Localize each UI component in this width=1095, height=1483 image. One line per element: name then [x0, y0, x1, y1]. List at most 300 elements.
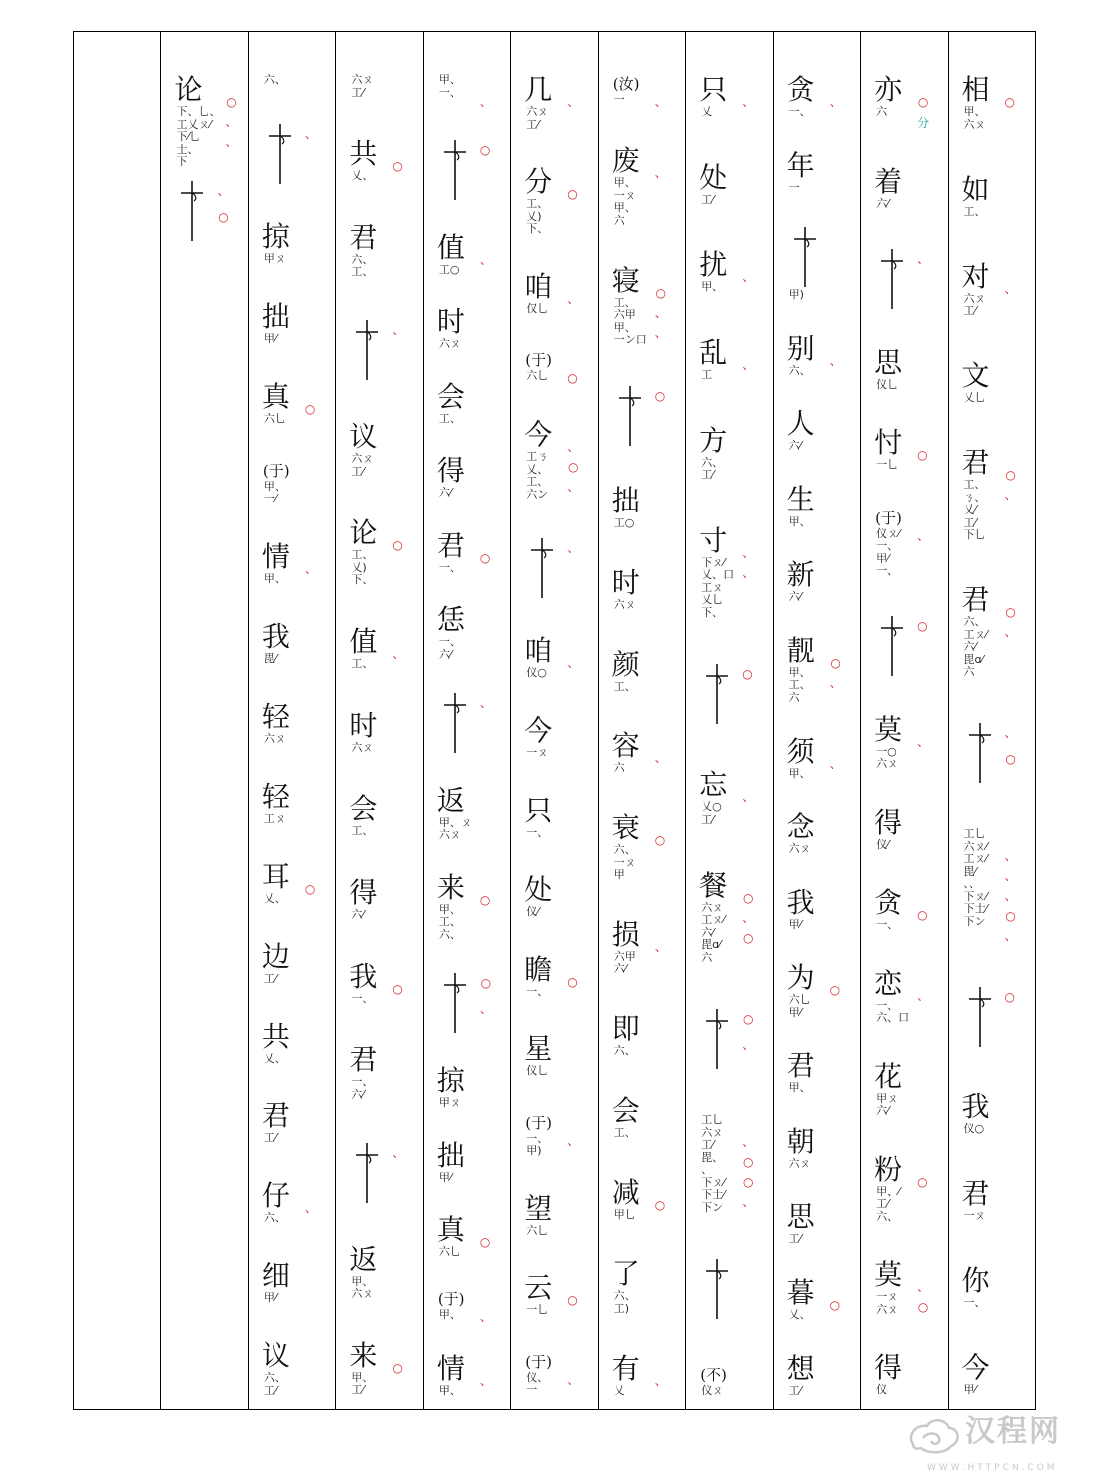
red-mark: ○ — [917, 448, 928, 463]
gongche-notation: 工⁄ — [701, 192, 715, 206]
gongche-notation: 工⁄ — [351, 1383, 365, 1397]
red-mark: ○ — [392, 981, 403, 996]
gongche-notation: 六乚 — [263, 412, 286, 425]
notation-stack — [437, 604, 475, 661]
hold-mark-icon — [262, 122, 298, 186]
gongche-notation: 一、 — [351, 1075, 374, 1089]
red-marks — [480, 232, 492, 266]
gongche-notation: ㄋ、 — [963, 490, 986, 504]
gongche-notation: 乂、 — [526, 462, 549, 476]
notation-stack — [874, 1061, 912, 1118]
gongche-notation: 六⁄ — [788, 439, 802, 453]
notation-stack — [262, 1260, 300, 1305]
gongche-notation: 一、 — [876, 564, 899, 578]
gongche-notation: 工、 — [351, 657, 374, 671]
gongche-notation: 、、 — [963, 877, 981, 891]
red-marks — [742, 337, 754, 371]
parenthetical-group — [612, 74, 685, 108]
notation-stack — [787, 1126, 825, 1171]
lyric-character: 只 — [524, 793, 553, 827]
gongche-notation: 工⁄ — [788, 1383, 802, 1397]
red-marks — [655, 1177, 665, 1211]
notation-stack — [524, 350, 562, 383]
gongche-notation: 六 — [788, 690, 800, 704]
hold-mark-icon — [437, 691, 473, 755]
lyric-group — [349, 138, 422, 183]
gongche-notation: 下ン — [701, 1200, 724, 1214]
lyric-character: 扰 — [699, 248, 728, 282]
red-marks — [567, 419, 579, 493]
lyric-group — [612, 485, 685, 530]
notation-stack — [699, 162, 737, 207]
gongche-notation: 六ㄡ — [263, 732, 286, 745]
lyric-character: 得 — [874, 805, 903, 839]
gongche-notation: 乂、 — [788, 1307, 811, 1321]
notation-stack — [787, 887, 825, 932]
notation-stack — [262, 1021, 300, 1066]
lyric-character: 得 — [874, 1351, 903, 1385]
gongche-notation: 甲乚 — [613, 1207, 636, 1221]
red-mark: ○ — [479, 142, 491, 157]
gongche-notation: 工 — [701, 367, 713, 381]
red-mark: 、 — [917, 251, 930, 266]
notation-stack — [787, 1050, 825, 1095]
lyric-group — [524, 874, 597, 919]
hold-mark-icon — [699, 1007, 735, 1071]
gongche-notation: 毘⁄ — [263, 652, 277, 666]
notation-stack — [349, 1244, 387, 1301]
lyric-group — [262, 381, 335, 426]
lyric-group — [262, 1340, 335, 1397]
red-mark: ○ — [567, 187, 578, 202]
notation-stack — [612, 812, 650, 882]
red-mark: ○ — [479, 1235, 491, 1250]
gongche-notation: 乂⁄ — [963, 503, 977, 517]
red-mark: 、 — [742, 95, 755, 109]
gongche-notation: 甲、ㄡ — [438, 815, 472, 829]
hold-group — [174, 179, 247, 243]
gongche-notation: 一、 — [876, 539, 899, 553]
notation-stack — [349, 421, 387, 478]
notation-stack — [962, 1352, 1000, 1397]
lyric-group — [962, 74, 1035, 131]
notation-stack — [699, 74, 737, 119]
notation-stack — [262, 621, 300, 666]
red-mark: 、 — [567, 1372, 580, 1387]
red-marks — [480, 1353, 492, 1387]
notation-stack — [874, 887, 912, 932]
red-mark: ○ — [742, 1155, 754, 1170]
gongche-notation: 六、口 — [876, 1011, 910, 1025]
red-marks — [567, 74, 579, 108]
lyric-character: 暮 — [786, 1275, 815, 1309]
parenthetical-group — [437, 1289, 510, 1323]
lyric-group — [874, 74, 947, 130]
red-mark: 、 — [1004, 849, 1017, 864]
gongche-notation: 、 — [701, 1163, 713, 1177]
gongche-notation: 下ㄡ⁄ — [963, 889, 988, 903]
lyric-character: 了 — [611, 1257, 640, 1291]
gongche-notation: 毘⁄ — [963, 864, 977, 878]
gongche-notation: 工⁄ — [263, 1131, 277, 1145]
lyric-character: 即 — [611, 1012, 640, 1045]
gongche-notation: 六⁄ — [438, 486, 452, 500]
red-marks — [830, 333, 842, 367]
lyric-group — [612, 145, 685, 227]
red-marks — [742, 769, 754, 803]
red-mark: ○ — [830, 655, 841, 670]
gongche-notation: 仪 — [876, 1383, 888, 1397]
score-column — [860, 32, 947, 1409]
red-marks — [655, 145, 667, 179]
lyric-group — [437, 1214, 510, 1259]
parenthetical-character: (于) — [262, 461, 290, 480]
gongche-notation: 甲、⁄ — [876, 1184, 900, 1198]
lyric-group — [787, 150, 860, 195]
hold-group — [349, 1141, 422, 1205]
notation-stack — [174, 179, 212, 243]
notation-stack — [349, 138, 387, 183]
notation-stack — [349, 74, 387, 99]
red-mark: 、 — [392, 647, 405, 662]
lyric-character: 论 — [174, 73, 203, 106]
notation-stack — [262, 1180, 300, 1225]
hold-mark-icon — [699, 1257, 735, 1321]
lyric-character: 思 — [874, 345, 903, 379]
gongche-notation: 下、 — [351, 573, 374, 587]
red-mark: 、 — [304, 562, 317, 577]
red-mark: ○ — [917, 908, 928, 923]
gongche-notation: 工⁄ — [876, 1197, 889, 1211]
lyric-character: 我 — [349, 959, 378, 993]
parenthetical-group — [699, 1365, 772, 1398]
hold-mark-icon — [174, 179, 210, 243]
gongche-notation: 一ㄡ — [613, 855, 636, 869]
red-mark: ○ — [742, 1175, 754, 1190]
red-marks — [217, 179, 229, 223]
red-marks — [1005, 261, 1017, 295]
red-mark: 、 — [917, 1280, 930, 1295]
gongche-notation: 下士⁄ — [701, 1188, 726, 1202]
red-mark: 、 — [567, 95, 580, 109]
gongche-notation: 甲、 — [788, 514, 811, 528]
notation-stack — [787, 635, 825, 705]
lyric-character: 耳 — [261, 859, 290, 893]
red-mark: 、 — [654, 751, 667, 766]
gongche-notation: 六⁄ — [876, 197, 889, 211]
red-mark: ○ — [742, 930, 754, 945]
parenthetical-character: (于) — [525, 1113, 552, 1132]
lyric-character: 生 — [786, 482, 815, 516]
lyric-character: 时 — [436, 305, 465, 339]
lyric-character: 新 — [786, 558, 815, 592]
gongche-notation: 一、 — [438, 560, 461, 574]
notation-stack — [874, 427, 912, 472]
notation-stack — [962, 74, 1000, 131]
lyric-group — [962, 584, 1035, 679]
notation-stack — [349, 1340, 387, 1397]
red-marks — [917, 714, 929, 748]
notation-stack — [699, 870, 737, 965]
red-mark: 、 — [742, 1195, 755, 1210]
lyric-group — [437, 872, 510, 942]
lyric-character: 恋 — [874, 966, 903, 1000]
lyric-character: 乱 — [699, 335, 728, 369]
red-mark: 、 — [1004, 625, 1017, 640]
notation-stack — [524, 1033, 562, 1078]
red-mark: 、 — [654, 325, 667, 340]
red-mark: ○ — [392, 159, 403, 174]
notation-stack — [262, 541, 300, 586]
lyric-group — [437, 530, 510, 575]
gongche-notation: 六、 — [438, 927, 461, 941]
lyric-character: 掠 — [436, 1064, 465, 1098]
notation-stack — [699, 1257, 737, 1321]
red-marks — [917, 1154, 927, 1188]
notation-stack — [699, 425, 737, 482]
lyric-character: 忘 — [699, 768, 728, 802]
red-marks — [567, 635, 579, 669]
gongche-notation: 工⁄ — [701, 812, 715, 826]
gongche-notation: 六ㄡ — [613, 597, 636, 611]
red-mark: 、 — [567, 541, 580, 556]
gongche-notation: 六ン — [526, 487, 549, 501]
red-marks — [392, 517, 402, 551]
lyric-character: 朝 — [786, 1124, 815, 1158]
lyric-group — [437, 785, 510, 842]
notation-group — [437, 74, 510, 108]
red-marks — [392, 626, 404, 660]
red-mark: 、 — [742, 910, 755, 925]
red-marks — [305, 861, 315, 895]
parenthetical-character: (汝) — [612, 75, 640, 93]
gongche-notation: 仪○ — [526, 666, 547, 680]
lyric-character: 贪 — [874, 886, 903, 920]
notation-stack — [349, 877, 387, 922]
gongche-notation: 乂、口 — [701, 568, 735, 582]
gongche-notation: 甲、 — [351, 1370, 374, 1384]
lyric-group — [612, 1258, 685, 1315]
red-mark: 、 — [742, 1135, 755, 1150]
score-table — [73, 31, 1036, 1410]
lyric-group — [349, 517, 422, 587]
gongche-notation: 下 — [176, 155, 188, 168]
lyric-character: 瞻 — [524, 952, 553, 986]
lyric-group — [349, 1340, 422, 1397]
lyric-group — [699, 249, 772, 294]
gongche-notation: 六ㄡ — [701, 1125, 724, 1139]
red-marks — [742, 870, 754, 944]
lyric-character: 边 — [261, 939, 290, 973]
notation-stack — [262, 1340, 300, 1397]
notation-stack — [699, 337, 737, 382]
notation-stack — [874, 166, 912, 211]
notation-stack — [612, 145, 650, 227]
gongche-notation: 甲) — [788, 288, 804, 302]
notation-stack — [874, 1352, 912, 1397]
red-mark: 、 — [742, 1038, 755, 1053]
gongche-notation: 甲、 — [438, 1383, 461, 1397]
lyric-group — [962, 261, 1035, 318]
notation-stack — [699, 249, 737, 294]
notation-stack — [787, 74, 825, 119]
red-mark: 、 — [829, 95, 842, 109]
lyric-character: 思 — [786, 1200, 815, 1234]
gongche-notation: 一⁄ — [263, 492, 277, 506]
gongche-notation: 下、 — [701, 605, 724, 619]
red-marks — [917, 508, 929, 542]
lyric-character: 恁 — [436, 603, 465, 637]
gongche-notation: 甲、 — [788, 665, 811, 679]
gongche-notation: 甲、 — [788, 1081, 811, 1095]
gongche-notation: 甲、 — [263, 572, 286, 586]
lyric-character: 你 — [961, 1264, 990, 1298]
notation-stack — [524, 795, 562, 840]
gongche-notation: 六ㄡ — [788, 1156, 811, 1170]
notation-stack — [437, 691, 475, 755]
lyric-character: 君 — [349, 220, 378, 254]
red-mark: 、 — [479, 1309, 492, 1324]
notation-stack — [437, 1140, 475, 1185]
red-mark: 、 — [567, 440, 580, 455]
gongche-notation: 六ㄡ — [876, 1302, 899, 1316]
red-mark: ○ — [304, 881, 316, 896]
notation-stack — [787, 736, 825, 781]
lyric-group — [962, 1091, 1035, 1136]
lyric-character: 忖 — [874, 426, 903, 460]
red-mark: ○ — [567, 371, 578, 386]
notation-stack — [437, 138, 475, 202]
lyric-character: 望 — [524, 1191, 553, 1225]
gongche-notation: 工⁄ — [701, 468, 715, 481]
gongche-notation: 一、 — [438, 85, 461, 99]
red-mark: 、 — [392, 1145, 405, 1160]
gongche-notation: 下、 — [526, 222, 549, 236]
gongche-notation: 乂) — [351, 560, 367, 574]
lyric-group — [874, 807, 947, 852]
lyric-character: 真 — [261, 380, 290, 413]
lyric-group — [787, 1201, 860, 1246]
notation-stack — [612, 649, 650, 694]
hold-mark-icon — [612, 384, 648, 448]
lyric-group — [787, 635, 860, 705]
notation-stack — [787, 1353, 825, 1398]
lyric-character: 文 — [961, 359, 990, 393]
notation-stack — [437, 971, 475, 1035]
red-marks — [480, 691, 492, 709]
gongche-notation: 工、 — [351, 824, 374, 838]
lyric-group — [349, 421, 422, 478]
notation-stack — [524, 715, 562, 760]
red-mark: 、 — [1004, 281, 1017, 296]
notation-stack — [524, 1113, 562, 1158]
lyric-group — [262, 1021, 335, 1066]
red-mark: 、 — [742, 565, 755, 580]
lyric-character: 情 — [436, 1351, 465, 1385]
gongche-notation: 工ㄡ⁄ — [701, 913, 726, 926]
hold-mark-icon — [349, 318, 385, 382]
lyric-character: 拙 — [261, 300, 290, 334]
red-mark: ○ — [568, 460, 579, 475]
lyric-character: 我 — [961, 1090, 990, 1124]
notation-stack — [437, 1289, 475, 1322]
notation-stack — [962, 1265, 1000, 1310]
gongche-notation: 六乚 — [438, 1245, 461, 1259]
gongche-notation: 一 — [788, 180, 800, 194]
lyric-character: 着 — [874, 165, 903, 199]
gongche-notation: 六 — [701, 950, 713, 964]
lyric-character: 今 — [524, 418, 553, 452]
red-marks — [655, 265, 667, 339]
lyric-group — [962, 1352, 1035, 1397]
gongche-notation: 六⁄ — [613, 962, 627, 976]
lyric-group — [874, 968, 947, 1025]
notation-stack — [174, 74, 220, 169]
lyric-character: 值 — [349, 625, 378, 659]
lyric-group — [612, 812, 685, 882]
notation-stack — [874, 1259, 912, 1316]
notation-stack — [437, 232, 475, 277]
watermark-name: 汉程网 — [965, 1414, 1061, 1449]
notation-stack — [524, 1193, 562, 1238]
red-marks — [742, 1114, 754, 1208]
red-mark: 、 — [917, 528, 930, 543]
red-marks — [917, 887, 927, 921]
gongche-notation: 工⁄ — [963, 515, 977, 529]
red-marks — [655, 730, 667, 764]
lyric-group — [349, 710, 422, 755]
red-marks — [392, 318, 404, 336]
lyric-character: 莫 — [874, 1258, 903, 1292]
lyric-character: 想 — [786, 1351, 815, 1385]
gongche-notation: 乂、 — [263, 891, 286, 905]
gongche-notation: 六 — [876, 105, 888, 118]
lyric-character: 拙 — [436, 1138, 465, 1172]
gongche-notation: 六ㄡ — [788, 842, 811, 856]
gongche-notation: 甲、 — [438, 902, 461, 916]
lyric-group — [874, 1259, 947, 1316]
lyric-group — [349, 626, 422, 671]
hold-mark-icon — [437, 971, 473, 1035]
gongche-notation: 甲、 — [613, 176, 636, 190]
gongche-notation: 工、 — [526, 475, 549, 489]
lyric-character: 贪 — [786, 73, 815, 106]
red-marks — [830, 635, 842, 689]
score-column — [335, 32, 422, 1409]
gongche-notation: 工) — [613, 1301, 630, 1315]
hold-mark-icon — [349, 1141, 385, 1205]
red-marks — [567, 954, 577, 988]
hold-mark-icon — [787, 225, 823, 289]
lyric-character: 我 — [786, 885, 815, 919]
notation-stack — [962, 721, 1000, 785]
gongche-notation: 工乚 — [963, 827, 986, 841]
notation-stack — [262, 301, 300, 346]
lyric-group — [612, 567, 685, 612]
gongche-notation: 乂 — [613, 1383, 625, 1397]
lyric-character: 论 — [349, 516, 378, 550]
red-mark: ○ — [654, 388, 666, 403]
gongche-notation: 六⁄ — [351, 908, 365, 922]
gongche-notation: 工⁄ — [351, 464, 365, 478]
gongche-notation: 乂) — [526, 209, 542, 223]
lyric-character: 分 — [524, 165, 553, 199]
red-marks — [655, 1353, 667, 1387]
lyric-group — [262, 701, 335, 746]
red-marks — [392, 961, 402, 995]
lyric-group — [787, 1126, 860, 1171]
red-marks — [1005, 74, 1015, 108]
